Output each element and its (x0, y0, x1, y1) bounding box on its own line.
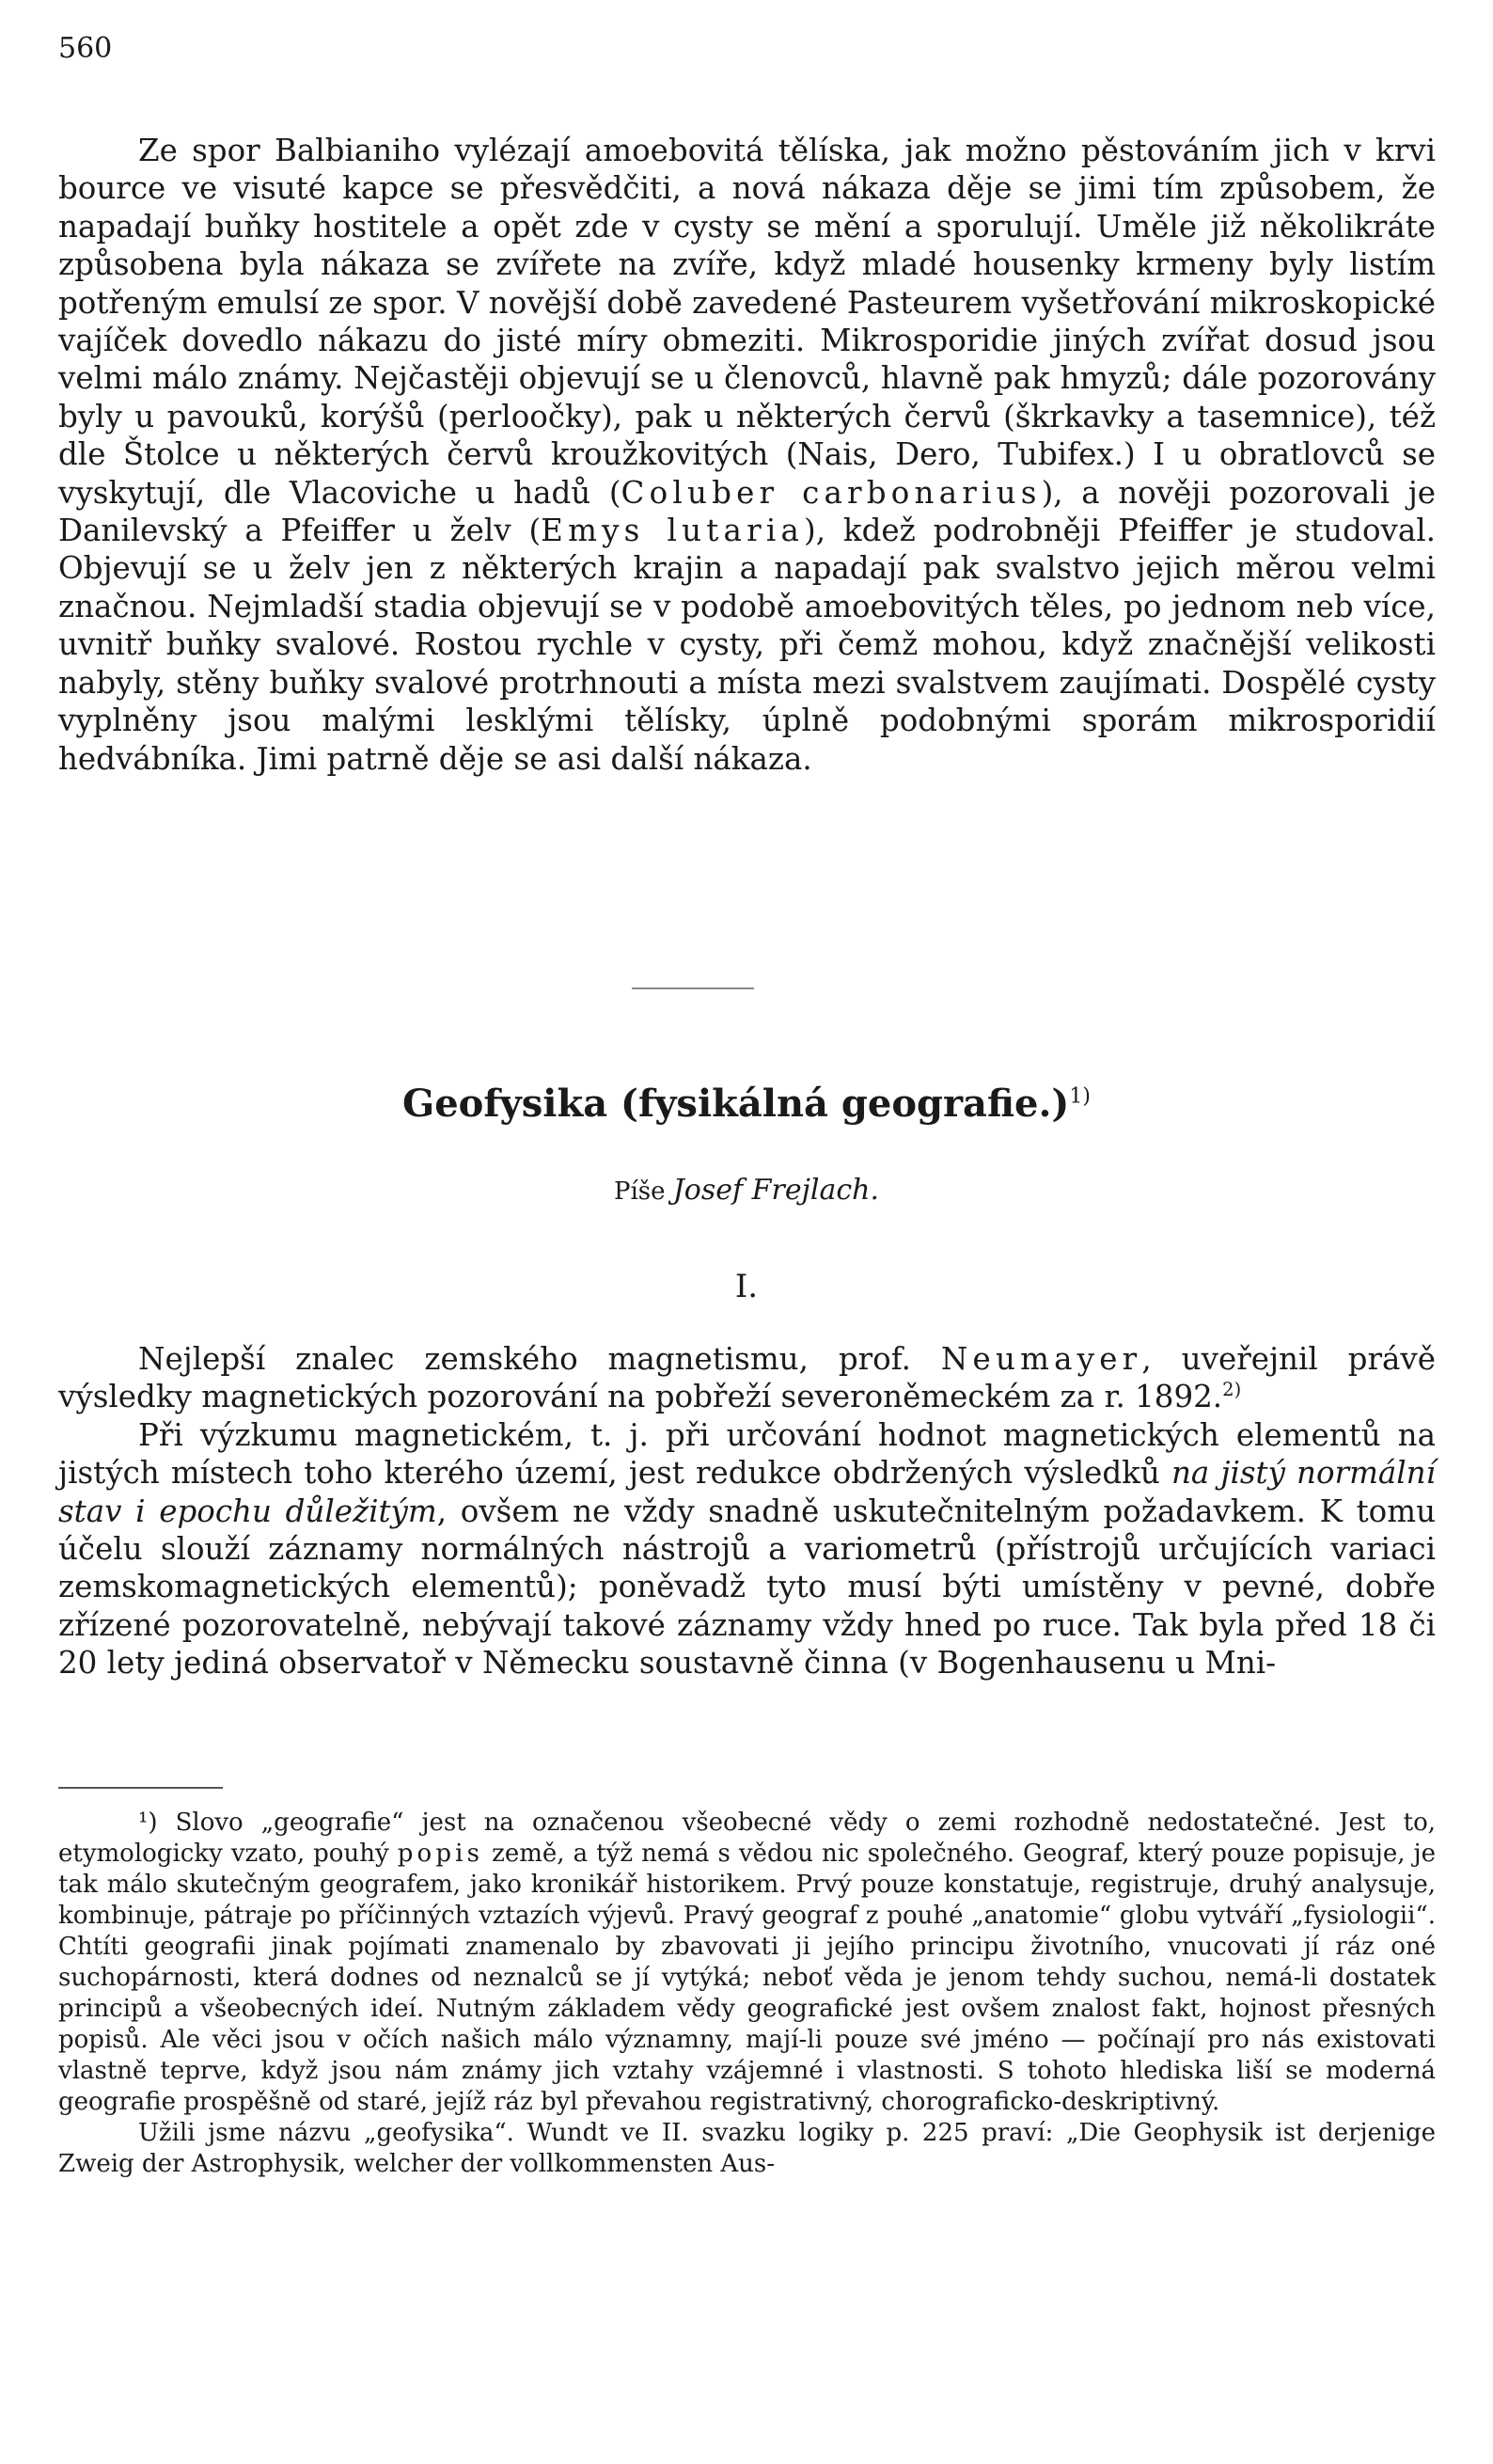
byline-author: Josef Frejlach. (672, 1174, 880, 1207)
paragraph-2 (58, 1340, 1436, 1416)
para2-a: Nejlepší znalec zemského magnetismu, prof. (138, 1341, 941, 1377)
body-text (58, 1340, 1436, 1682)
byline (0, 1174, 1493, 1207)
section-number: I. (734, 1268, 759, 1305)
species-coluber: Coluber carbonarius (621, 474, 1042, 511)
footnote-2: Užili jsme názvu „geofysika“. Wundt ve II. svazku logiky p. 225 praví: „Die Geophysik ist derjenige Zweig der Astrophysik, welcher der vollkommensten Aus- (58, 2119, 1436, 2178)
paragraph-1-text (58, 132, 1436, 778)
para3-b: , ovšem ne vždy snadně uskutečnitelným požadavkem. K tomu účelu slouží záznamy normálných nástrojů a variometrů (přístrojů určujících variaci zemskomagnetických elementů); poněvadž tyto musí býti umístěny v pevné, dobře zřízené pozorovatelně, nebývají takové záznamy vždy hned po ruce. Tak byla před 18 či 20 lety jediná observatoř v Německu soustavně činna (v Bogenhausenu u Mni- (58, 1493, 1436, 1682)
footnote-1-a: Slovo „geografie“ jest na označenou všeobecné vědy o zemi rozhodně nedostatečné. Jest to, etymologicky vzato, pouhý (58, 1809, 1436, 1868)
para3-a: Při výzkumu magnetickém, t. j. při určování hodnot magnetických elementů na jistých místech toho kterého území, jest redukce obdržených výsledků (58, 1416, 1436, 1492)
para2-b: , uveřejnil právě výsledky magnetických pozorování na pobřeží severoněmeckém za r. 1892. (58, 1341, 1436, 1415)
para1-end: ), kdež podrobněji Pfeiffer je studoval. Objevují se u želv jen z některých krajin a napadají pak svalstvo jejich měrou velmi značnou. Nejmladší stadia objevují se v podobě amoebovitých těles, po jednom neb více, uvnitř buňky svalové. Rostou rychle v cysty, při čemž mohou, když značnější velikosti nabyly, stěny buňky svalové protrhnouti a místa mezi svalstvem zaujímati. Dospělé cysty vyplněny jsou malými lesklými tělísky, úplně podobnými sporám mikrosporidií hedvábníka. Jimi patrně děje se asi další nákaza. (58, 513, 1436, 777)
footnote-rule (58, 1787, 223, 1789)
heading-text: Geofysika (fysikálná geografie.) (402, 1082, 1070, 1126)
page-number: 560 (58, 32, 113, 65)
para1-mid: ), a nověji pozorovali je Danilevský a Pfeiffer u želv ( (58, 474, 1436, 549)
footnote-ref-2: 2) (1222, 1379, 1242, 1401)
byline-prefix: Píše (613, 1177, 666, 1206)
article-heading (0, 1082, 1493, 1126)
footnote-1-b: země, a týž nemá s vědou nic společného. Geograf, který pouze popisuje, je tak málo skutečným geografem, jako kronikář historikem. Prvý pouze konstatuje, registruje, druhý analysuje, kombinuje, pátraje po příčinných vztazích výjevů. Pravý geograf z pouhé „anatomie“ globu vytváří „fysiologii“. Chtíti geografii jinak pojímati znamenalo by zbavovati ji jejího principu životního, vnucovati jí ráz oné suchopárnosti, která dodnes od neznalců se jí vytýká; neboť věda je jenom tehdy suchou, nemá-li dostatek principů a všeobecných ideí. Nutným základem vědy geografické jest ovšem znalost fakt, hojnost přesných popisů. Ale věci jsou v očích našich málo významny, mají-li pouze své jméno — počínají pro nás existovati vlastně teprve, když jsou nám známy jich vztahy vzájemné i vlastnosti. S tohoto hlediska liší se moderná geografie prospěšně od staré, jejíž ráz byl převahou registrativný, chorograficko-deskriptivný. (58, 1840, 1436, 2116)
para1-text: Ze spor Balbianiho vylézají amoebovitá tělíska, jak možno pěstováním jich v krvi bource ve visuté kapce se přesvědčiti, a nová nákaza děje se jimi tím způsobem, že napadají buňky hostitele a opět zde v cysty se mění a sporulují. Uměle již několikráte způsobena byla nákaza se zvířete na zvíře, když mladé housenky krmeny byly listím potřeným emulsí ze spor. V novější době zavedené Pasteurem vyšetřování mikroskopické vajíček dovedlo nákazu do jisté míry obmeziti. Mikrosporidie jiných zvířat dosud jsou velmi málo známy. Nejčastěji objevují se u členovců, hlavně pak hmyzů; dále pozorovány byly u pavouků, korýšů (perloočky), pak u některých červů (škrkavky a tasemnice), též dle Štolce u některých červů kroužkovitých (Nais, Dero, Tubifex.) I u obratlovců se vyskytují, dle Vlacoviche u hadů ( (58, 133, 1436, 511)
paragraph-1 (58, 132, 1436, 778)
para3-italic: na jistý normální stav i epochu důležitým (58, 1455, 1436, 1529)
section-divider (632, 987, 754, 989)
heading-footnote-mark: 1) (1069, 1084, 1091, 1109)
species-emys: Emys lutaria (541, 513, 805, 549)
footnotes (58, 1808, 1436, 2180)
paragraph-3 (58, 1416, 1436, 1682)
footnote-1 (58, 1808, 1436, 2118)
author-name-neumayer: Neumayer (940, 1341, 1142, 1377)
footnote-1-mark: ¹) (138, 1809, 158, 1837)
footnote-1-spaced: popis (397, 1840, 484, 1868)
